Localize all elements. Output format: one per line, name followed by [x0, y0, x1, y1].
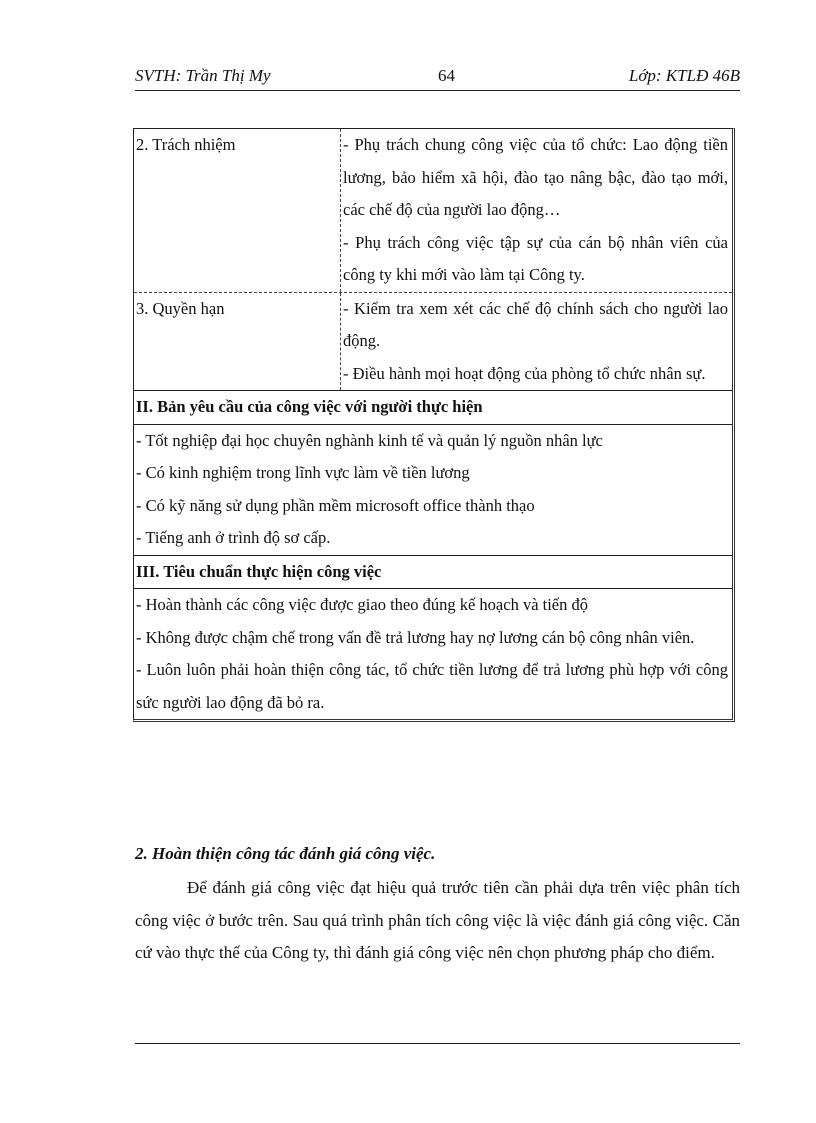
section-standards-title: III. Tiêu chuẩn thực hiện công việc — [134, 555, 732, 589]
page-number: 64 — [438, 66, 455, 85]
requirements-list — [134, 424, 732, 555]
standards-list — [134, 588, 732, 719]
class-code: Lớp: KTLĐ 46B — [628, 66, 740, 85]
page-header — [135, 62, 740, 91]
section-title: 2. Hoàn thiện công tác đánh giá công việc. — [135, 844, 436, 863]
list-item: - Tốt nghiệp đại học chuyên nghành kinh tế và quản lý nguồn nhân lực — [136, 430, 603, 450]
section-requirements-title: II. Bản yêu cầu của công việc với người thực hiện — [134, 390, 732, 424]
footer-rule — [135, 1043, 740, 1044]
job-description-table — [133, 128, 735, 722]
responsibility-row — [134, 129, 732, 292]
responsibility-line: - Phụ trách công việc tập sự của cán bộ nhân viên của công ty khi mới vào làm tại Công ty. — [343, 232, 728, 284]
responsibility-line: - Phụ trách chung công việc của tổ chức: Lao động tiền lương, bảo hiểm xã hội, đào tạo nâng bậc, đào tạo mới, các chế độ của người lao động… — [343, 135, 728, 219]
authority-line: - Điều hành mọi hoạt động của phòng tổ chức nhân sự. — [343, 363, 706, 383]
list-item: - Tiếng anh ở trình độ sơ cấp. — [136, 528, 331, 547]
student-name: SVTH: Trần Thị My — [135, 66, 271, 85]
responsibility-label: 2. Trách nhiệm — [136, 135, 236, 154]
body-paragraph: Để đánh giá công việc đạt hiệu quả trước tiên cần phải dựa trên việc phân tích công việc ở bước trên. Sau quá trình phân tích công việc là việc đánh giá công việc. Căn cứ vào thực thế của Công ty, thì đánh giá công việc nên chọn phương pháp cho điểm. — [135, 878, 740, 962]
list-item: - Có kinh nghiệm trong lĩnh vực làm về tiền lương — [136, 463, 470, 482]
responsibility-content — [340, 129, 732, 292]
authority-row — [134, 292, 732, 391]
authority-content — [340, 293, 732, 391]
authority-line: - Kiểm tra xem xét các chế độ chính sách cho người lao động. — [343, 298, 728, 350]
list-item: - Hoàn thành các công việc được giao theo đúng kế hoạch và tiến độ — [136, 595, 589, 614]
list-item: - Có kỹ năng sử dụng phần mềm microsoft office thành thạo — [136, 495, 535, 515]
list-item: - Luôn luôn phải hoàn thiện công tác, tổ chức tiền lương để trả lương phù hợp với công sức người lao động đã bỏ ra. — [136, 660, 728, 712]
list-item: - Không được chậm chế trong vấn đề trả lương hay nợ lương cán bộ công nhân viên. — [136, 627, 695, 647]
authority-label: 3. Quyền hạn — [136, 298, 225, 318]
